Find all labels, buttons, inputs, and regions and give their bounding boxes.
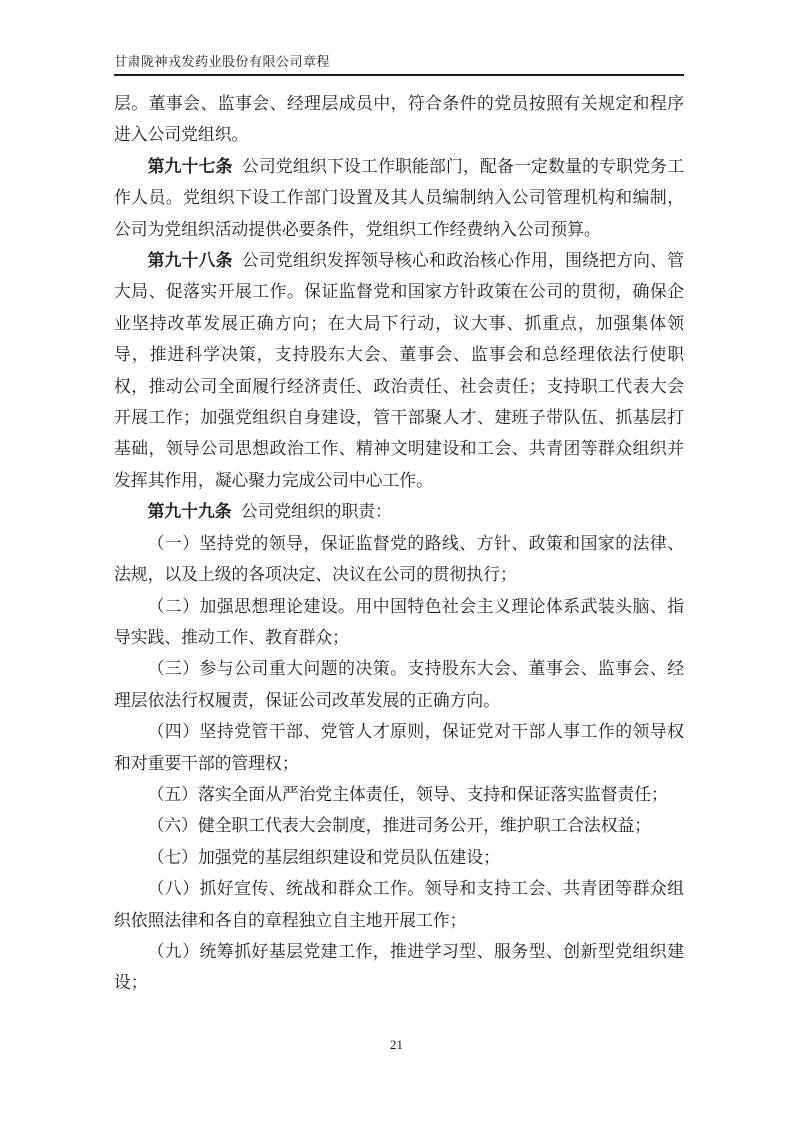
paragraph-text: （三）参与公司重大问题的决策。支持股东大会、董事会、监事会、经理层依法行权履责，保证公司改革发展的正确方向。 [114, 659, 684, 710]
paragraph-text: 公司党组织的职责： [240, 502, 392, 522]
paragraph [114, 936, 684, 999]
paragraph [114, 245, 684, 496]
paragraph-text: （八）抓好宣传、统战和群众工作。领导和支持工会、共青团等群众组织依照法律和各自的章程独立自主地开展工作； [114, 879, 684, 930]
paragraph-text: （六）健全职工代表大会制度，推进司务公开，维护职工合法权益； [147, 816, 652, 836]
article-number-label: 第九十八条 [147, 251, 233, 271]
paragraph [114, 496, 684, 527]
document-footer [0, 1036, 793, 1054]
paragraph [114, 528, 684, 591]
paragraph [114, 591, 684, 654]
paragraph-text: 公司党组织发挥领导核心和政治核心作用，围绕把方向、管大局、促落实开展工作。保证监督党和国家方针政策在公司的贯彻，确保企业坚持改革发展正确方向；在大局下行动，议大事、抓重点，加强集体领导，推进科学决策，支持股东大会、董事会、监事会和总经理依法行使职权，推动公司全面履行经济责任、政治责任、社会责任；支持职工代表大会开展工作；加强党组织自身建设，管干部聚人才、建班子带队伍、抓基层打基础，领导公司思想政治工作、精神文明建设和工会、共青团等群众组织并发挥其作用，凝心聚力完成公司中心工作。 [114, 251, 684, 490]
article-number-label: 第九十七条 [147, 156, 233, 176]
header-title: 甘肃陇神戎发药业股份有限公司章程 [114, 54, 331, 69]
article-number-label: 第九十九条 [147, 502, 232, 522]
paragraph-text: （七）加强党的基层组织建设和党员队伍建设； [147, 847, 501, 867]
paragraph-text: （四）坚持党管干部、党管人才原则，保证党对干部人事工作的领导权和对重要干部的管理权； [114, 722, 684, 773]
paragraph [114, 873, 684, 936]
paragraph-text: （二）加强思想理论建设。用中国特色社会主义理论体系武装头脑、指导实践、推动工作、教育群众； [114, 596, 684, 647]
paragraph-text: （九）统筹抓好基层党建工作，推进学习型、服务型、创新型党组织建设； [114, 941, 684, 993]
paragraph-text: 公司党组织下设工作职能部门，配备一定数量的专职党务工作人员。党组织下设工作部门设置及其人员编制纳入公司管理机构和编制，公司为党组织活动提供必要条件，党组织工作经费纳入公司预算。 [114, 156, 684, 239]
paragraph [114, 810, 684, 841]
paragraph [114, 779, 684, 810]
page-number: 21 [390, 1037, 403, 1052]
document-header [114, 54, 684, 76]
paragraph [114, 151, 684, 245]
paragraph [114, 653, 684, 716]
document-body [114, 88, 684, 999]
paragraph [114, 842, 684, 873]
paragraph [114, 716, 684, 779]
paragraph-text: 层。董事会、监事会、经理层成员中，符合条件的党员按照有关规定和程序进入公司党组织。 [114, 94, 684, 145]
paragraph-text: （五）落实全面从严治党主体责任，领导、支持和保证落实监督责任； [147, 784, 668, 804]
paragraph-text: （一）坚持党的领导，保证监督党的路线、方针、政策和国家的法律、法规，以及上级的各项决定、决议在公司的贯彻执行； [114, 533, 684, 585]
paragraph [114, 88, 684, 151]
